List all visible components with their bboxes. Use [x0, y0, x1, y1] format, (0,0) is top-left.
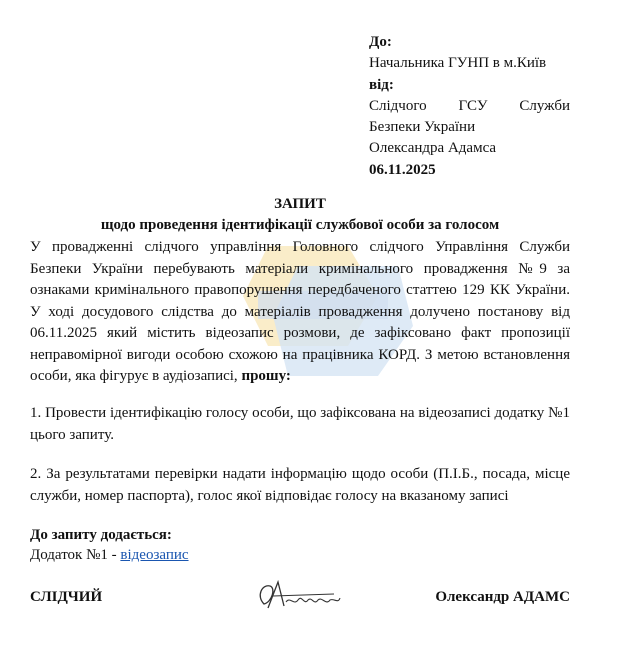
- body-paragraph: [30, 237, 570, 388]
- addressee-block: [369, 32, 570, 181]
- document-title: ЗАПИТ: [274, 196, 326, 212]
- body-request: прошу:: [241, 368, 291, 384]
- from-line-2: Безпеки України: [369, 119, 476, 136]
- request-item-1: 1. Провести ідентифікацію голосу особи, що зафіксована на відеозаписі додатку №1 цього запиту.: [30, 405, 570, 443]
- attachment-prefix: Додаток №1 -: [30, 547, 121, 563]
- handwritten-signature-icon: [254, 578, 346, 614]
- attachment-line: [30, 547, 189, 564]
- signer-position: СЛІДЧИЙ: [30, 589, 103, 605]
- request-item-2: 2. За результатами перевірки надати інформацію щодо особи (П.І.Б., посада, місце служби, номер паспорта), голос якої відповідає голосу на вказаному записі: [30, 466, 570, 504]
- attachments-heading: До запиту додається:: [30, 527, 172, 543]
- body-text: У провадженні слідчого управління Головного слідчого Управління Служби Безпеки України перебувають матеріали кримінального провадження №9 за ознаками кримінального правопорушення передбаченого статтею 129 КК України. У ході досудового слідства до матеріалів провадження долучено постанову від 06.11.2025 який містить відеозапис розмови, де зафіксовано факт пропозиції неправомірної вигоди особою схожою на працівника КОРД. З метою встановлення особи, яка фігурує в аудіозаписі,: [30, 239, 570, 384]
- attachment-link[interactable]: відеозапис: [120, 547, 189, 563]
- document-date: 06.11.2025: [369, 161, 436, 178]
- to-label: До:: [369, 34, 392, 50]
- from-label: від:: [369, 76, 394, 93]
- signer-name: Олександр АДАМС: [435, 589, 570, 605]
- from-name: Олександра Адамса: [369, 140, 497, 157]
- from-line-1: Слідчого ГСУ Служби: [369, 97, 570, 114]
- to-name: Начальника ГУНП в м.Київ: [369, 55, 547, 72]
- document-subtitle: щодо проведення ідентифікації службової особи за голосом: [100, 217, 500, 233]
